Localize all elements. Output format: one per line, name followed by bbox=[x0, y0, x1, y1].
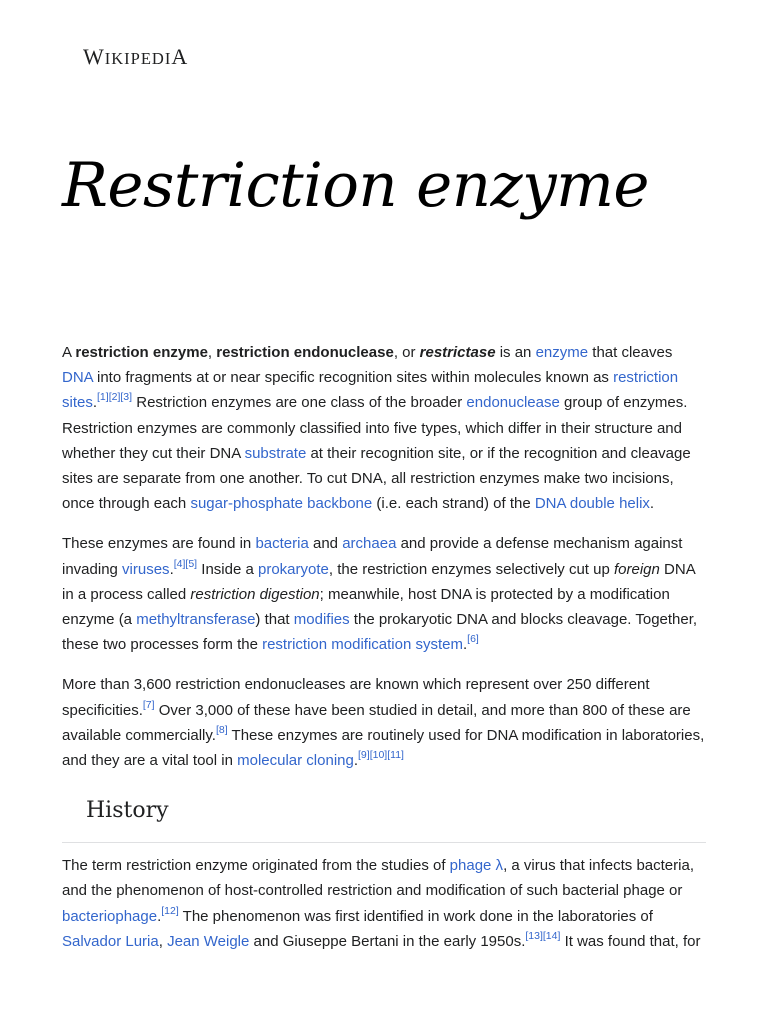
link-bacteriophage[interactable]: bacteriophage bbox=[62, 907, 158, 925]
link-sugar-phosphate-backbone[interactable]: sugar-phosphate backbone bbox=[190, 495, 373, 513]
text: . bbox=[169, 560, 174, 578]
intro-paragraph-3 bbox=[62, 672, 706, 773]
text: These enzymes are found in bbox=[62, 535, 256, 553]
text: It was found that, for bbox=[560, 932, 701, 950]
text: into fragments at or near specific recognition sites within molecules known as bbox=[92, 369, 614, 387]
text: Restriction enzymes are one class of the broader bbox=[132, 394, 467, 412]
link-endonuclease[interactable]: endonuclease bbox=[466, 394, 560, 412]
text: Over 3,000 of these have been studied in detail, and more than 800 of these are available commercially. bbox=[62, 701, 691, 744]
text: ; meanwhile, host DNA is protected by a modification enzyme (a bbox=[62, 585, 670, 629]
citation-9[interactable]: [9] bbox=[358, 749, 370, 762]
text: More than 3,600 restriction endonucleases are known which represent over 250 different specificities. bbox=[62, 676, 650, 719]
link-archaea[interactable]: archaea bbox=[342, 535, 397, 553]
text: A bbox=[62, 344, 76, 361]
text: , a virus that infects bacteria, and the phenomenon of host-controlled restriction and modification of such bacterial phage or bbox=[62, 857, 694, 900]
italic-term: restriction digestion bbox=[190, 585, 320, 603]
link-salvador-luria[interactable]: Salvador Luria bbox=[62, 932, 159, 950]
citation-8[interactable]: [8] bbox=[215, 724, 228, 737]
text: . bbox=[463, 636, 468, 654]
link-enzyme[interactable]: enzyme bbox=[535, 344, 589, 361]
link-dna[interactable]: DNA bbox=[62, 369, 93, 387]
text: is an bbox=[495, 344, 536, 361]
wordmark-final: A bbox=[171, 44, 189, 69]
page-title: Restriction enzyme bbox=[62, 150, 650, 221]
citation-2[interactable]: [2] bbox=[108, 391, 121, 404]
citation-3[interactable]: [3] bbox=[120, 391, 133, 404]
citation-13[interactable]: [13] bbox=[525, 930, 543, 943]
link-bacteria[interactable]: bacteria bbox=[255, 535, 309, 553]
text: The term restriction enzyme originated from the studies of bbox=[62, 857, 450, 875]
link-phage-lambda[interactable]: phage λ bbox=[449, 857, 504, 875]
italic-term: foreign bbox=[613, 560, 660, 578]
text: . bbox=[353, 752, 359, 770]
wikipedia-wordmark[interactable] bbox=[83, 44, 188, 70]
intro-paragraph-1 bbox=[62, 340, 706, 516]
link-dna-double-helix[interactable]: DNA double helix bbox=[534, 495, 650, 513]
intro-paragraph-2 bbox=[62, 531, 706, 657]
citation-10[interactable]: [10] bbox=[369, 749, 388, 762]
link-viruses[interactable]: viruses bbox=[122, 560, 170, 578]
wordmark-initial: W bbox=[83, 44, 105, 69]
link-prokaryote[interactable]: prokaryote bbox=[257, 560, 329, 578]
text: and bbox=[308, 535, 343, 553]
citation-6[interactable]: [6] bbox=[467, 633, 479, 646]
text: , the restriction enzymes selectively cut up bbox=[328, 560, 614, 578]
text: , or bbox=[393, 344, 420, 361]
text: DNA in a process called bbox=[62, 560, 695, 603]
text: Inside a bbox=[197, 560, 258, 578]
citation-1[interactable]: [1] bbox=[97, 391, 109, 404]
text: . bbox=[92, 394, 98, 412]
history-paragraph-1 bbox=[62, 853, 706, 954]
bold-term bbox=[420, 344, 496, 361]
citation-12[interactable]: [12] bbox=[161, 904, 179, 917]
text: These enzymes are routinely used for DNA modification in laboratories, and they are a vital tool in bbox=[62, 726, 705, 770]
text: and provide a defense mechanism against invading bbox=[62, 535, 683, 578]
link-methyltransferase[interactable]: methyltransferase bbox=[136, 611, 256, 629]
text: , bbox=[158, 932, 168, 950]
link-restriction-modification-system[interactable]: restriction modification system bbox=[262, 636, 463, 654]
text: the prokaryotic DNA and blocks cleavage. Together, these two processes form the bbox=[62, 611, 698, 654]
citation-7[interactable]: [7] bbox=[142, 698, 155, 711]
citation-11[interactable]: [11] bbox=[387, 749, 404, 762]
link-modifies[interactable]: modifies bbox=[293, 611, 350, 629]
text: group of enzymes. Restriction enzymes are commonly classified into five types, which differ in their structure and whether they cut their DNA bbox=[62, 394, 688, 462]
citation-5[interactable]: [5] bbox=[185, 557, 198, 570]
link-restriction-sites[interactable]: restriction sites bbox=[62, 369, 679, 412]
section-heading-history[interactable]: History bbox=[62, 792, 706, 843]
link-molecular-cloning[interactable]: molecular cloning bbox=[237, 752, 354, 770]
bold-term: restriction enzyme bbox=[75, 344, 208, 361]
bold-italic-term: restrictase bbox=[419, 344, 496, 361]
text: that cleaves bbox=[588, 344, 673, 361]
text: The phenomenon was first identified in work done in the laboratories of bbox=[178, 907, 653, 925]
bold-term: restriction endonuclease bbox=[216, 344, 394, 361]
text: ) that bbox=[255, 611, 294, 629]
text: . bbox=[157, 907, 162, 925]
text: . bbox=[649, 495, 655, 513]
text: and Giuseppe Bertani in the early 1950s. bbox=[249, 932, 526, 950]
wordmark-middle: IKIPEDI bbox=[104, 49, 172, 68]
text: , bbox=[207, 344, 217, 361]
link-substrate[interactable]: substrate bbox=[244, 444, 307, 462]
text: (i.e. each strand) of the bbox=[372, 495, 535, 513]
citation-4[interactable]: [4] bbox=[173, 557, 186, 570]
link-jean-weigle[interactable]: Jean Weigle bbox=[167, 932, 250, 950]
text: at their recognition site, or if the recognition and cleavage sites are separate from one another. To cut DNA, all restriction enzymes make two incisions, once through each bbox=[62, 444, 691, 513]
citation-14[interactable]: [14] bbox=[542, 930, 561, 943]
article-content bbox=[62, 340, 706, 969]
